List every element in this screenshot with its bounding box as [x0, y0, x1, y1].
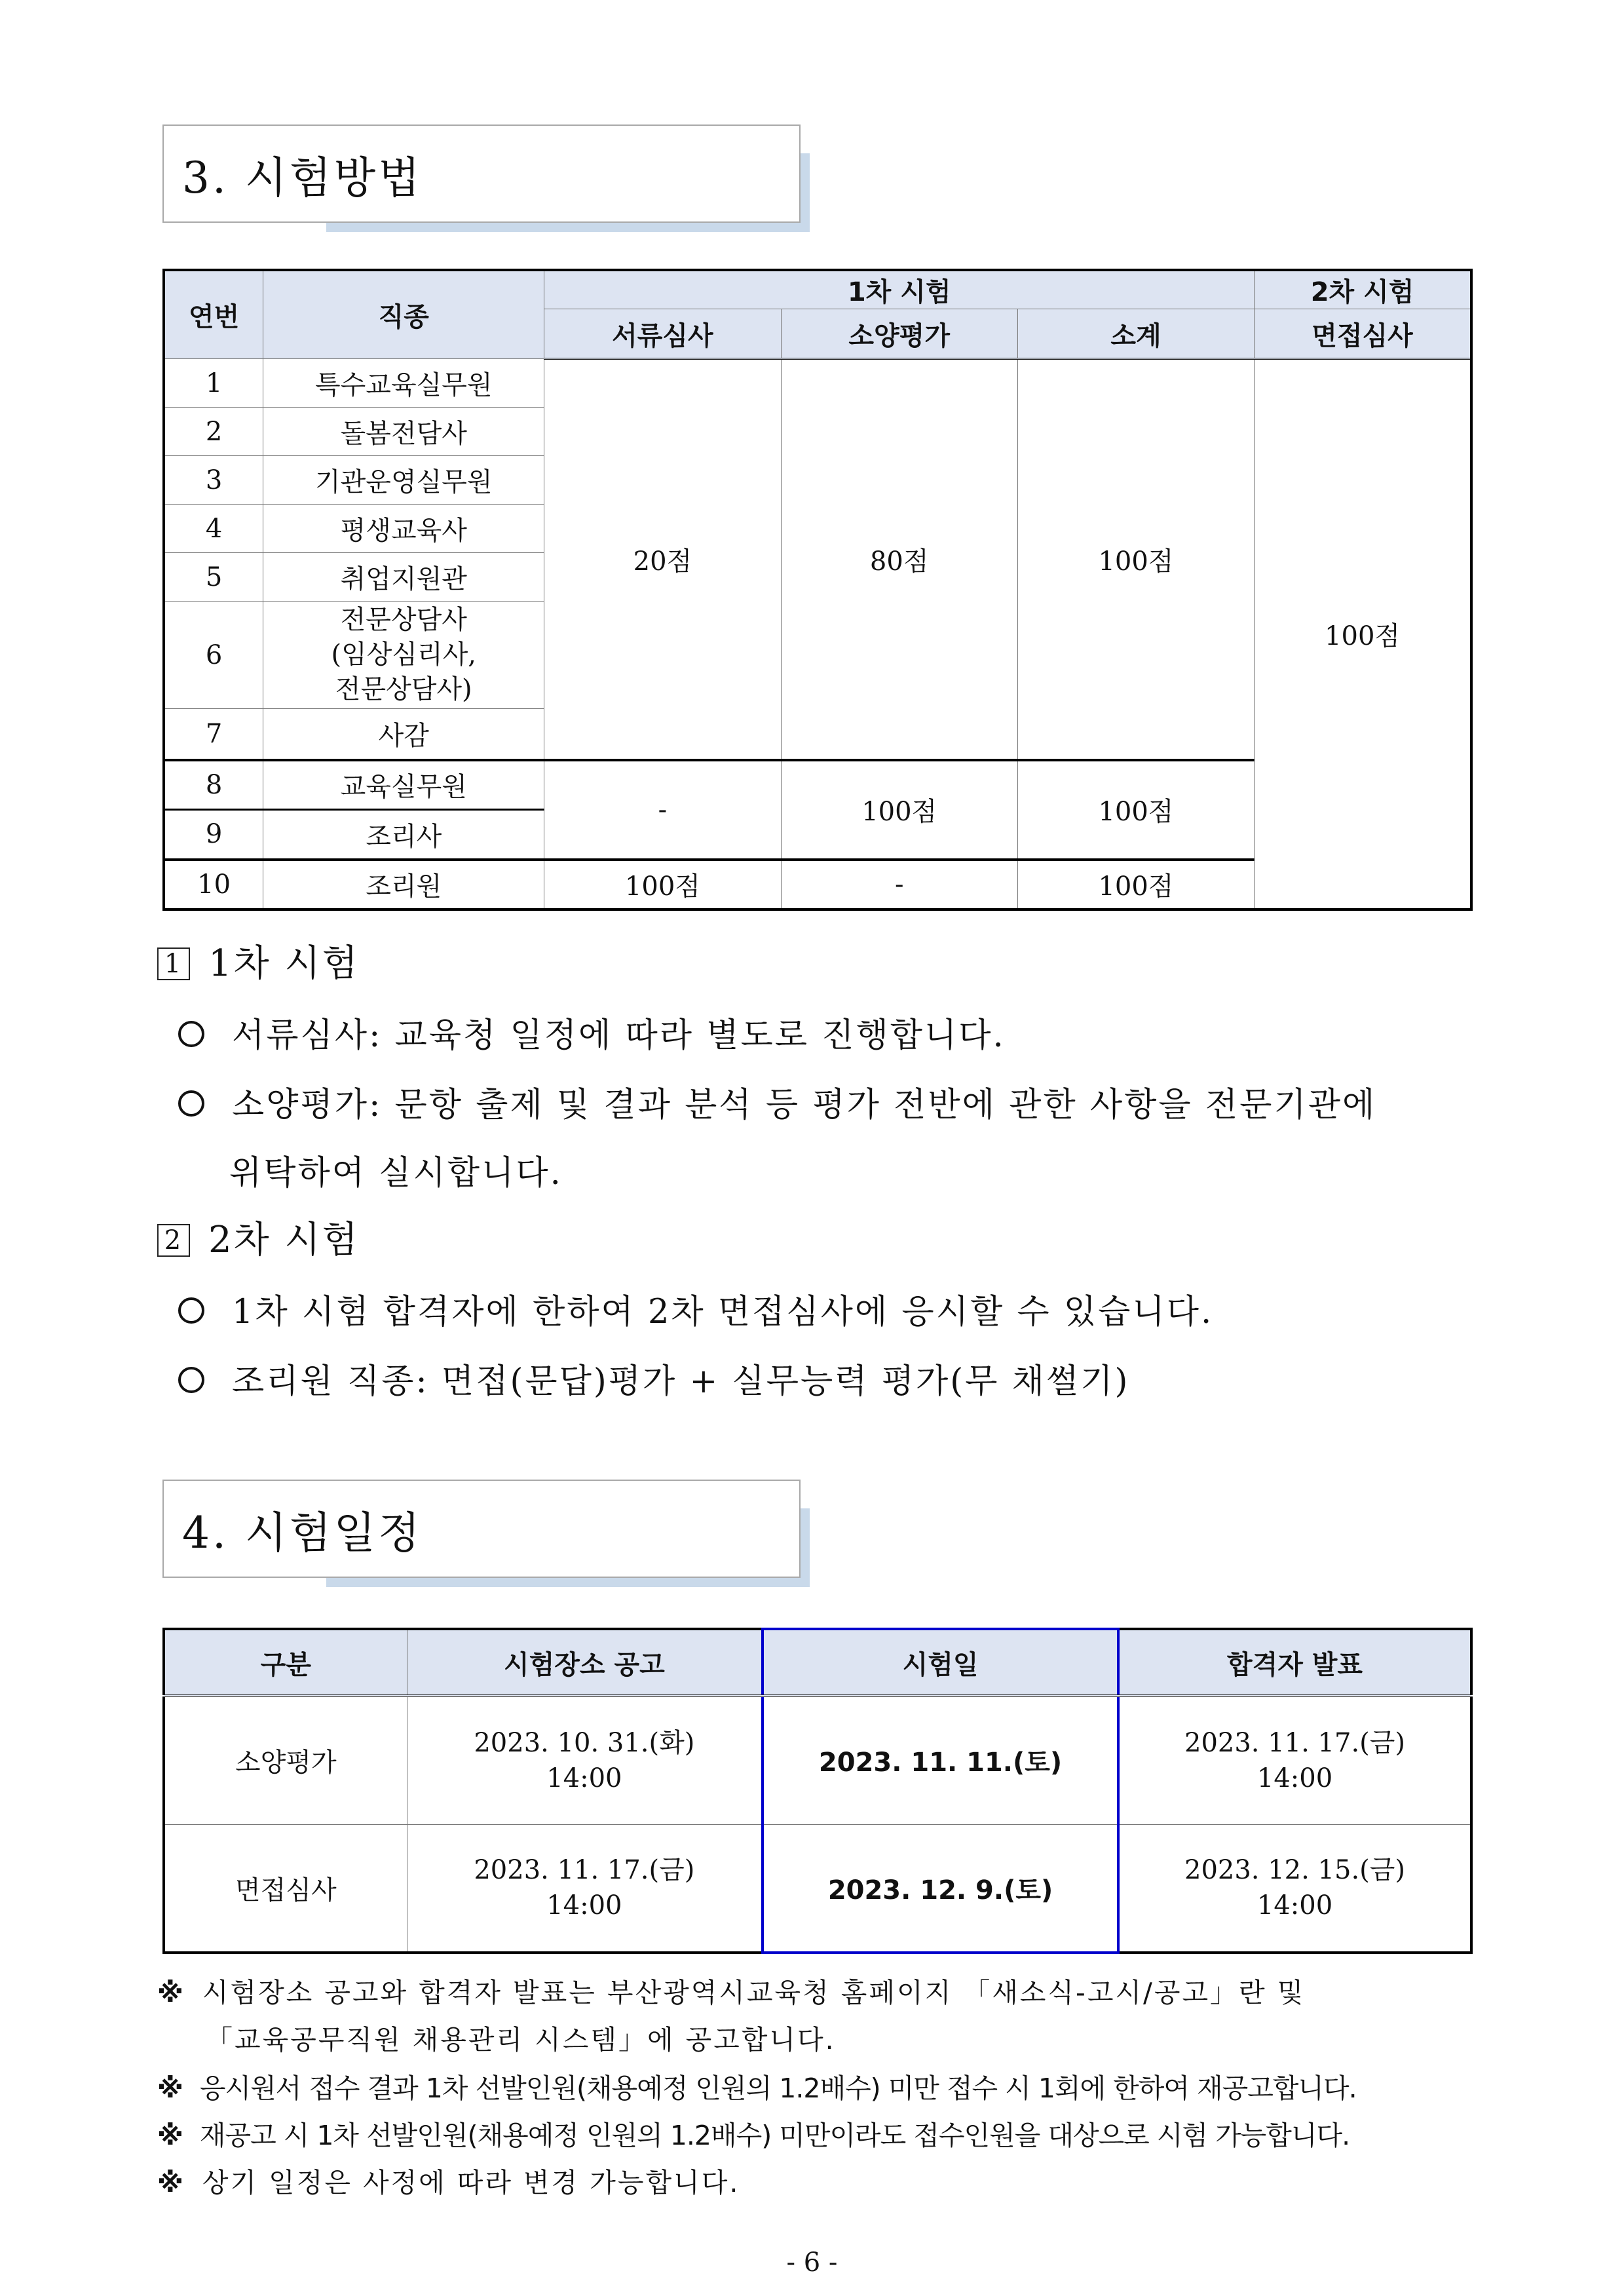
section3-title: 3. 시험방법	[182, 153, 423, 203]
method-table	[162, 269, 1473, 911]
schedule-notice: 2023. 11. 17.(금) 14:00	[407, 1824, 763, 1953]
job-line: 전문상담사	[340, 605, 467, 635]
group3-aptitude: -	[781, 860, 1017, 909]
row-no: 3	[164, 456, 263, 505]
header-exam-date: 시험일	[763, 1629, 1118, 1696]
schedule-result: 2023. 11. 17.(금) 14:00	[1118, 1696, 1471, 1824]
part2-bullet: 1차 시험 합격자에 한하여 2차 면접심사에 응시할 수 있습니다.	[178, 1284, 1213, 1333]
header-interview: 면접심사	[1255, 309, 1471, 359]
row-no: 1	[164, 359, 263, 408]
schedule-category: 면접심사	[164, 1824, 407, 1953]
part2-heading	[157, 1211, 360, 1263]
header-subtotal: 소계	[1017, 309, 1254, 359]
part2-number: 2	[157, 1224, 190, 1257]
reference-mark-icon: ※	[157, 1977, 185, 2008]
job-line: 전문상담사)	[335, 674, 472, 704]
row-job: 조리원	[263, 860, 544, 909]
row-no: 8	[164, 760, 263, 810]
row-job: 취업지원관	[263, 553, 544, 602]
row-no: 10	[164, 860, 263, 909]
header-job: 직종	[263, 270, 544, 359]
group2-aptitude: 100점	[781, 760, 1017, 860]
row-no: 5	[164, 553, 263, 602]
section4-title: 4. 시험일정	[182, 1508, 423, 1558]
row-job: 특수교육실무원	[263, 359, 544, 408]
row-no: 7	[164, 709, 263, 760]
group1-doc: 20점	[544, 359, 781, 760]
page-number: - 6 -	[786, 2248, 838, 2278]
row-no: 6	[164, 602, 263, 709]
header-doc-review: 서류심사	[544, 309, 781, 359]
row-no: 9	[164, 810, 263, 860]
row-no: 4	[164, 505, 263, 553]
row-job: 돌봄전담사	[263, 408, 544, 456]
schedule-notice: 2023. 10. 31.(화) 14:00	[407, 1696, 763, 1824]
row-job	[263, 602, 544, 709]
group2-doc: -	[544, 760, 781, 860]
part1-bullet: 소양평가: 문항 출제 및 결과 분석 등 평가 전반에 관한 사항을 전문기관에	[178, 1077, 1376, 1126]
row-job: 조리사	[263, 810, 544, 860]
note-line: ※ 상기 일정은 사정에 따라 변경 가능합니다.	[157, 2167, 740, 2198]
part1-bullet-continuation: 위탁하여 실시합니다.	[229, 1154, 563, 1193]
row-job: 교육실무원	[263, 760, 544, 810]
schedule-result: 2023. 12. 15.(금) 14:00	[1118, 1824, 1471, 1953]
header-no: 연번	[164, 270, 263, 359]
header-second-exam: 2차 시험	[1255, 270, 1471, 309]
part1-bullet: 서류심사: 교육청 일정에 따라 별도로 진행합니다.	[178, 1008, 1006, 1056]
note-line: ※ 재공고 시 1차 선발인원(채용예정 인원의 1.2배수) 미만이라도 접수인원을 대상으로 시험 가능합니다.	[157, 2120, 1350, 2151]
schedule-category: 소양평가	[164, 1696, 407, 1824]
header-notice: 시험장소 공고	[407, 1629, 763, 1696]
group1-aptitude: 80점	[781, 359, 1017, 760]
section4-header	[162, 1480, 801, 1578]
schedule-table	[162, 1628, 1473, 1954]
row-no: 2	[164, 408, 263, 456]
note-line-continuation: 「교육공무직원 채용관리 시스템」에 공고합니다.	[206, 2024, 836, 2056]
part1-title: 1차 시험	[208, 942, 360, 985]
schedule-exam-date: 2023. 12. 9.(토)	[763, 1824, 1118, 1953]
job-line: (임상심리사,	[331, 640, 477, 670]
header-aptitude: 소양평가	[781, 309, 1017, 359]
header-first-exam: 1차 시험	[544, 270, 1255, 309]
circle-bullet-icon	[178, 1021, 204, 1047]
row-job: 평생교육사	[263, 505, 544, 553]
part2-title: 2차 시험	[208, 1219, 360, 1261]
section3-header	[162, 124, 801, 223]
group1-subtotal: 100점	[1017, 359, 1254, 760]
row-job: 기관운영실무원	[263, 456, 544, 505]
group2-subtotal: 100점	[1017, 760, 1254, 860]
reference-mark-icon: ※	[157, 2120, 183, 2151]
group3-doc: 100점	[544, 860, 781, 909]
reference-mark-icon: ※	[157, 2167, 185, 2198]
circle-bullet-icon	[178, 1367, 204, 1393]
circle-bullet-icon	[178, 1297, 204, 1324]
header-result: 합격자 발표	[1118, 1629, 1471, 1696]
reference-mark-icon: ※	[157, 2073, 183, 2104]
part1-heading	[157, 934, 360, 987]
part1-number: 1	[157, 947, 190, 980]
note-line: ※ 응시원서 접수 결과 1차 선발인원(채용예정 인원의 1.2배수) 미만 접수 시 1회에 한하여 재공고합니다.	[157, 2073, 1357, 2104]
group3-subtotal: 100점	[1017, 860, 1254, 909]
note-line: ※ 시험장소 공고와 합격자 발표는 부산광역시교육청 홈페이지 「새소식-고시/공고」란 및	[157, 1977, 1306, 2008]
part2-bullet: 조리원 직종: 면접(문답)평가 + 실무능력 평가(무 채썰기)	[178, 1354, 1129, 1402]
interview-score: 100점	[1255, 359, 1471, 909]
header-category: 구분	[164, 1629, 407, 1696]
row-job: 사감	[263, 709, 544, 760]
schedule-exam-date: 2023. 11. 11.(토)	[763, 1696, 1118, 1824]
circle-bullet-icon	[178, 1090, 204, 1117]
